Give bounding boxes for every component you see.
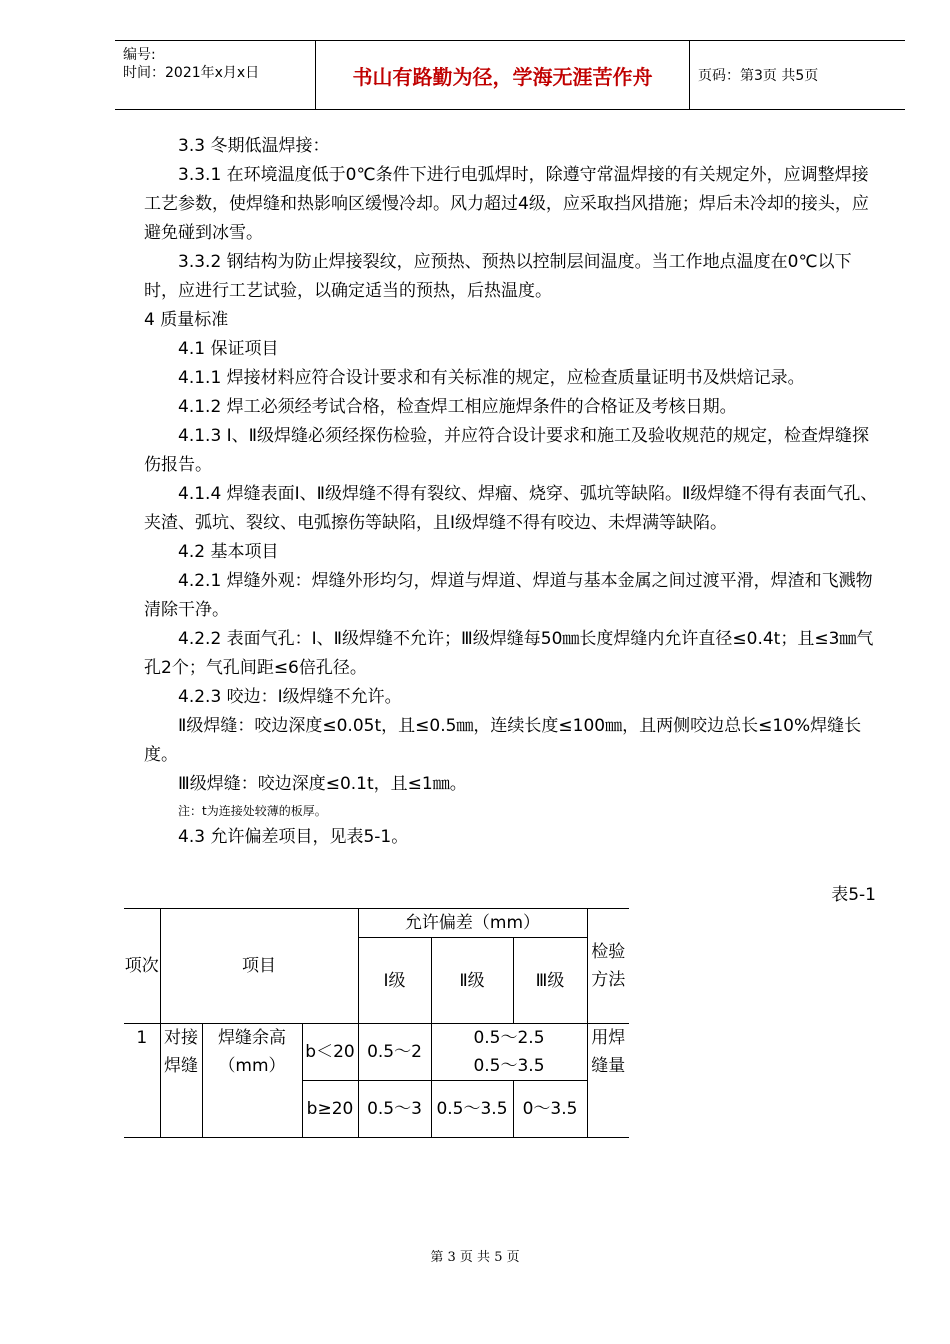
- header-grade-1: Ⅰ级: [358, 938, 431, 1024]
- page-footer: 第 3 页 共 5 页: [430, 1250, 520, 1265]
- section-heading-3-3: 3.3 冬期低温焊接：: [178, 136, 330, 156]
- paragraph-4-2-2: 4.2.2 表面气孔：Ⅰ、Ⅱ级焊缝不允许；Ⅲ级焊缝每50㎜长度焊缝内允许直径≤0.4t；且≤3㎜气孔2个；气孔间距≤6倍孔径。: [144, 629, 874, 678]
- header-item: 项目: [160, 909, 358, 1024]
- row-method: 用焊缝量: [587, 1024, 629, 1138]
- header-item-no: 项次: [124, 909, 160, 1024]
- header-grade-3: Ⅲ级: [513, 938, 587, 1024]
- row2-grade-2: 0.5～3.5: [431, 1081, 513, 1138]
- header-motto: 书山有路勤为径，学海无涯苦作舟: [316, 41, 690, 109]
- header-meta: [115, 41, 316, 109]
- document-body: [144, 132, 884, 852]
- section-heading-4: 4 质量标准: [144, 310, 229, 330]
- section-heading-4-1: 4.1 保证项目: [178, 339, 279, 359]
- paragraph-4-1-1: 4.1.1 焊接材料应符合设计要求和有关标准的规定，应检查质量证明书及烘焙记录。: [178, 368, 805, 388]
- paragraph-3-3-1: 3.3.1 在环境温度低于0℃条件下进行电弧焊时，除遵守常温焊接的有关规定外，应调整焊接工艺参数，使焊缝和热影响区缓慢冷却。风力超过4级，应采取挡风措施；焊后未冷却的接头，应避免碰到冰雪。: [144, 165, 869, 243]
- paragraph-4-1-2: 4.1.2 焊工必须经考试合格，检查焊工相应施焊条件的合格证及考核日期。: [178, 397, 737, 417]
- row-item: 焊缝余高（mm）: [202, 1024, 302, 1138]
- paragraph-grade-3: Ⅲ级焊缝：咬边深度≤0.1t，且≤1㎜。: [178, 774, 467, 794]
- row-category: 对接焊缝: [160, 1024, 202, 1138]
- paragraph-4-2-3: 4.2.3 咬边：Ⅰ级焊缝不允许。: [178, 687, 402, 707]
- row1-grade-3: 0.5～3.5: [473, 1056, 545, 1076]
- section-heading-4-2: 4.2 基本项目: [178, 542, 279, 562]
- deviation-table: [124, 908, 629, 1138]
- paragraph-4-2-1: 4.2.1 焊缝外观：焊缝外形均匀，焊道与焊道、焊道与基本金属之间过渡平滑，焊渣和飞溅物清除干净。: [144, 571, 873, 620]
- header-page-label: 页码：第3页 共5页: [698, 68, 819, 84]
- row-no: 1: [124, 1024, 160, 1138]
- paragraph-3-3-2: 3.3.2 钢结构为防止焊接裂纹，应预热、预热以控制层间温度。当工作地点温度在0℃以下时，应进行工艺试验，以确定适当的预热，后热温度。: [144, 252, 852, 301]
- paragraph-4-1-4: 4.1.4 焊缝表面Ⅰ、Ⅱ级焊缝不得有裂纹、焊瘤、烧穿、弧坑等缺陷。Ⅱ级焊缝不得有表面气孔、夹渣、弧坑、裂纹、电弧擦伤等缺陷，且Ⅰ级焊缝不得有咬边、未焊满等缺陷。: [144, 484, 878, 533]
- doc-number-label: 编号:: [123, 47, 156, 63]
- paragraph-grade-2: Ⅱ级焊缝：咬边深度≤0.05t，且≤0.5㎜，连续长度≤100㎜，且两侧咬边总长≤10%焊缝长度。: [144, 716, 862, 765]
- doc-time-label: 时间：2021年x月x日: [123, 65, 260, 81]
- page-header: [115, 40, 905, 110]
- paragraph-4-1-3: 4.1.3 Ⅰ、Ⅱ级焊缝必须经探伤检验，并应符合设计要求和施工及验收规范的规定，检查焊缝探伤报告。: [144, 426, 870, 475]
- row1-condition: b＜20: [302, 1024, 358, 1081]
- note-text: 注：t为连接处较薄的板厚。: [178, 804, 327, 818]
- row2-condition: b≥20: [302, 1081, 358, 1138]
- table-caption: 表5-1: [831, 885, 876, 905]
- row2-grade-3: 0～3.5: [513, 1081, 587, 1138]
- header-grade-2: Ⅱ级: [431, 938, 513, 1024]
- row1-grade-2-3: [431, 1024, 587, 1081]
- paragraph-4-3: 4.3 允许偏差项目，见表5-1。: [178, 827, 409, 847]
- row1-grade-1: 0.5～2: [358, 1024, 431, 1081]
- row1-grade-2: 0.5～2.5: [473, 1028, 545, 1048]
- header-allowed-deviation: 允许偏差（mm）: [358, 909, 587, 938]
- row2-grade-1: 0.5～3: [358, 1081, 431, 1138]
- header-method: 检验方法: [587, 909, 629, 1024]
